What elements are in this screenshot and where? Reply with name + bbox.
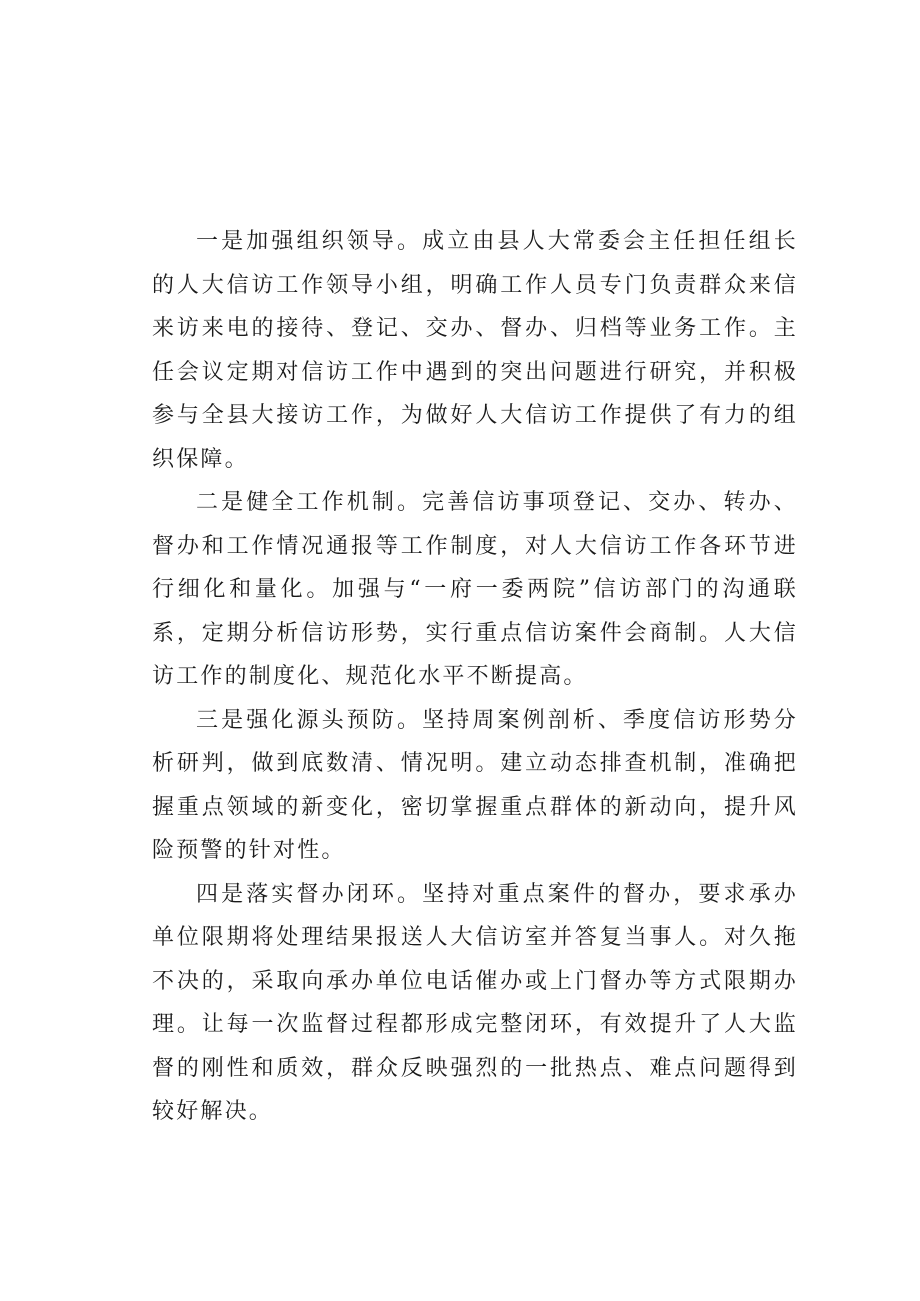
paragraph-supervision-loop: 四是落实督办闭环。坚持对重点案件的督办，要求承办单位限期将处理结果报送人大信访室并答复当事人。对久拖不决的，采取向承办单位电话催办或上门督办等方式限期办理。让每一次监督过程都形成完整闭环，有效提升了人大监督的刚性和质效，群众反映强烈的一批热点、难点问题得到较好解决。	[152, 881, 798, 1124]
paragraph-organization-leadership: 一是加强组织领导。成立由县人大常委会主任担任组长的人大信访工作领导小组，明确工作人员专门负责群众来信来访来电的接待、登记、交办、督办、归档等业务工作。主任会议定期对信访工作中遇到的突出问题进行研究，并积极参与全县大接访工作，为做好人大信访工作提供了有力的组织保障。	[152, 229, 798, 472]
paragraph-source-prevention: 三是强化源头预防。坚持周案例剖析、季度信访形势分析研判，做到底数清、情况明。建立动态排查机制，准确把握重点领域的新变化，密切掌握重点群体的新动向，提升风险预警的针对性。	[152, 707, 798, 863]
document-body	[152, 220, 798, 1134]
paragraph-working-mechanism: 二是健全工作机制。完善信访事项登记、交办、转办、督办和工作情况通报等工作制度，对人大信访工作各环节进行细化和量化。加强与“一府一委两院”信访部门的沟通联系，定期分析信访形势，实行重点信访案件会商制。人大信访工作的制度化、规范化水平不断提高。	[152, 490, 798, 689]
